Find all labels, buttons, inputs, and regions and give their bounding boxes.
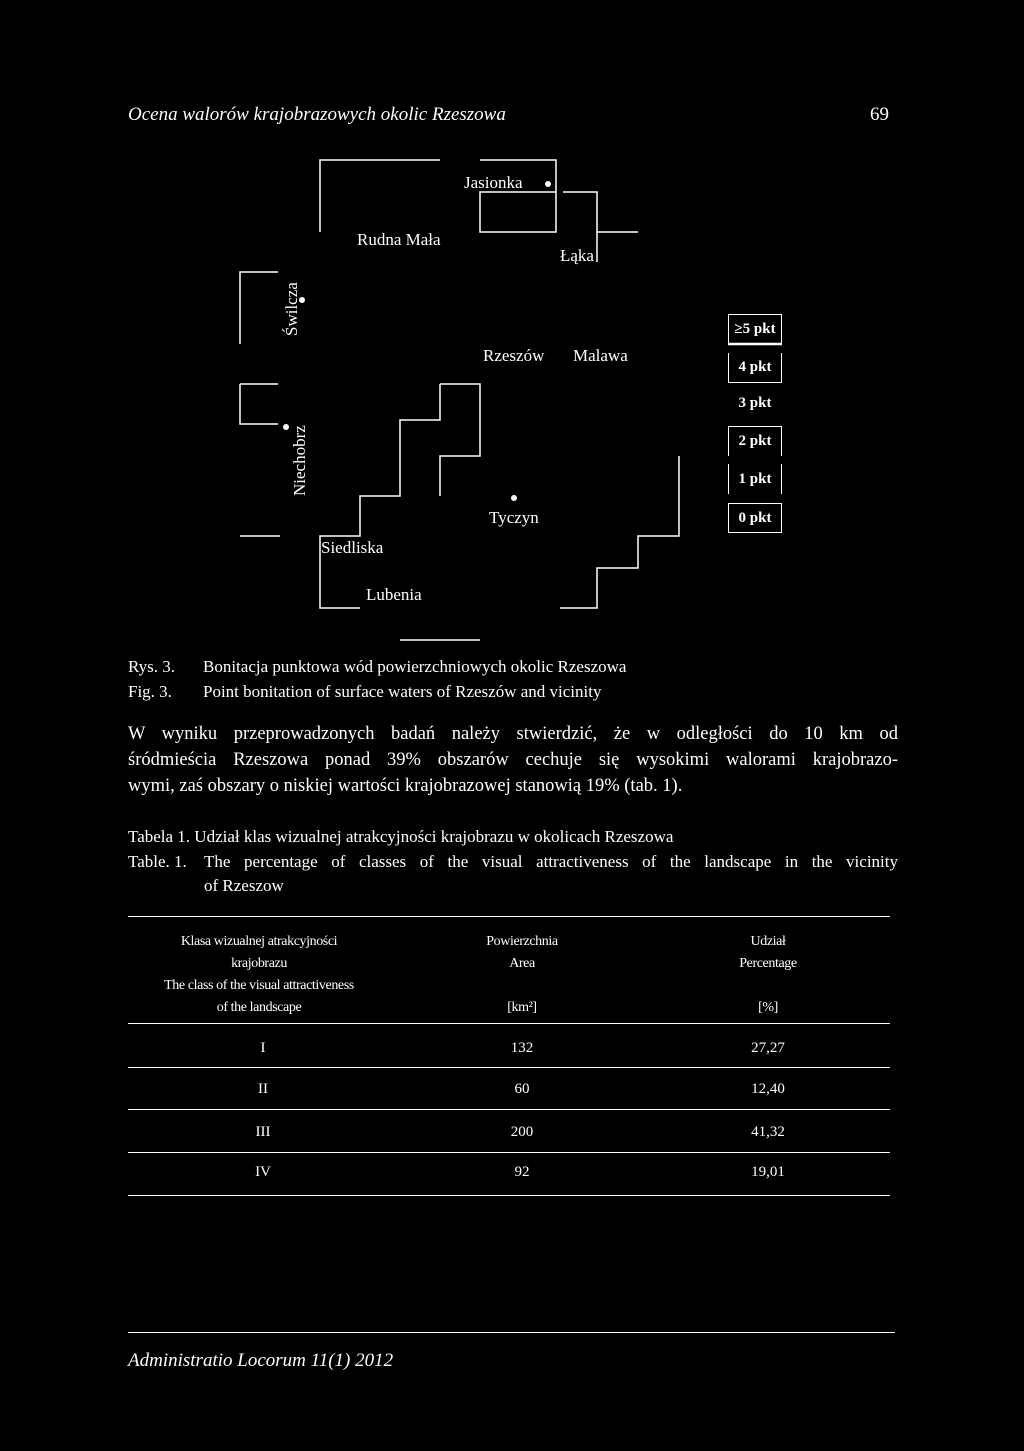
table-cell-percent: 12,40	[751, 1081, 785, 1097]
running-title: Ocena walorów krajobrazowych okolic Rzeszowa	[128, 104, 506, 125]
table-cell-area: 92	[514, 1164, 530, 1180]
place-label-malawa: Malawa	[573, 346, 628, 365]
place-label-rudna-mala: Rudna Mała	[357, 230, 441, 249]
legend-2-pkt: 2 pkt	[728, 426, 782, 456]
map-boundary-swilcza	[240, 272, 278, 344]
header-line: Powierzchnia	[486, 934, 558, 949]
figure-caption-pl: Bonitacja punktowa wód powierzchniowych okolic Rzeszowa	[203, 657, 627, 676]
map-boundary-laka	[563, 192, 638, 232]
place-label-lubenia: Lubenia	[366, 585, 422, 604]
table-row-rule	[128, 1109, 890, 1110]
table-cell-area: 132	[510, 1040, 534, 1056]
map-boundary-east	[560, 456, 679, 608]
place-label-tyczyn: Tyczyn	[489, 508, 539, 527]
table-cell-percent: 41,32	[751, 1124, 785, 1140]
table-header-rule	[128, 1023, 890, 1024]
table-cell-class: II	[258, 1081, 268, 1097]
footer-rule	[128, 1332, 895, 1333]
figure-caption-pl-tag: Rys. 3.	[128, 657, 176, 676]
table-cell-class: III	[255, 1124, 271, 1140]
place-label-rzeszow: Rzeszów	[483, 346, 545, 365]
table-cell-percent: 27,27	[751, 1040, 785, 1056]
table-cell-area: 60	[514, 1081, 530, 1097]
table-caption-en-line1: The percentage of classes of the visual attractiveness of the landscape in the vicinity	[204, 852, 898, 871]
map-boundary-step-2	[320, 384, 440, 608]
table-cell-class: I	[260, 1040, 266, 1056]
table-cell-class: IV	[255, 1164, 271, 1180]
header-line: The class of the visual attractiveness	[164, 978, 354, 993]
page-number: 69	[870, 104, 889, 125]
header-line: of the landscape	[216, 1000, 302, 1015]
map-boundary-jasionka	[480, 160, 556, 232]
header-line: [km²]	[507, 1000, 537, 1015]
paragraph-line: śródmieścia Rzeszowa ponad 39% obszarów cechuje się wysokimi walorami krajobrazo-	[128, 750, 898, 770]
place-dot-jasionka	[545, 181, 551, 187]
legend-5-pkt: ≥5 pkt	[728, 314, 782, 344]
paragraph-line: W wyniku przeprowadzonych badań należy stwierdzić, że w odległości do 10 km od	[128, 724, 898, 744]
place-label-niechobrz: Niechobrz	[290, 425, 309, 496]
place-label-laka: Łąka	[560, 246, 594, 265]
table-cell-percent: 19,01	[751, 1164, 785, 1180]
footer-journal: Administratio Locorum 11(1) 2012	[128, 1350, 394, 1371]
legend-3-pkt: 3 pkt	[738, 394, 772, 411]
figure-caption-en-tag: Fig. 3.	[128, 682, 172, 701]
place-label-siedliska: Siedliska	[321, 538, 384, 557]
header-line: Area	[509, 956, 535, 971]
table-header-class	[128, 931, 390, 1019]
header-line: Udział	[750, 934, 786, 949]
place-label-swilcza: Świlcza	[282, 282, 301, 336]
legend-4-pkt: 4 pkt	[728, 353, 782, 383]
legend-0-pkt: 0 pkt	[728, 503, 782, 533]
table-top-rule	[128, 916, 890, 917]
header-line: Klasa wizualnej atrakcyjności	[180, 934, 338, 949]
place-dot-tyczyn	[511, 495, 517, 501]
table-header-area	[462, 931, 582, 1019]
paragraph-line: wymi, zaś obszary o niskiej wartości krajobrazowej stanowią 19% (tab. 1).	[128, 776, 683, 796]
place-label-jasionka: Jasionka	[464, 173, 523, 192]
table-caption-en-line2: of Rzeszow	[204, 876, 284, 895]
header-line: krajobrazu	[231, 956, 287, 971]
table-cell-area: 200	[510, 1124, 534, 1140]
table-bottom-rule	[128, 1195, 890, 1196]
map-boundary-niechobrz-2	[240, 384, 278, 424]
map-boundary-top	[320, 160, 440, 232]
table-caption-pl: Tabela 1. Udział klas wizualnej atrakcyjności krajobrazu w okolicach Rzeszowa	[128, 827, 674, 846]
header-line: [%]	[758, 1000, 778, 1015]
table-header-percent	[708, 931, 828, 1019]
table-row-rule	[128, 1067, 890, 1068]
legend-1-pkt: 1 pkt	[728, 464, 782, 494]
body-paragraph	[128, 721, 898, 799]
figure-caption-en: Point bonitation of surface waters of Rzeszów and vicinity	[203, 682, 602, 701]
header-line: Percentage	[739, 956, 797, 971]
table-row-rule	[128, 1152, 890, 1153]
place-dot-niechobrz	[283, 424, 289, 430]
table-caption-en-tag: Table. 1.	[128, 852, 187, 871]
map-boundary-step	[440, 384, 480, 496]
